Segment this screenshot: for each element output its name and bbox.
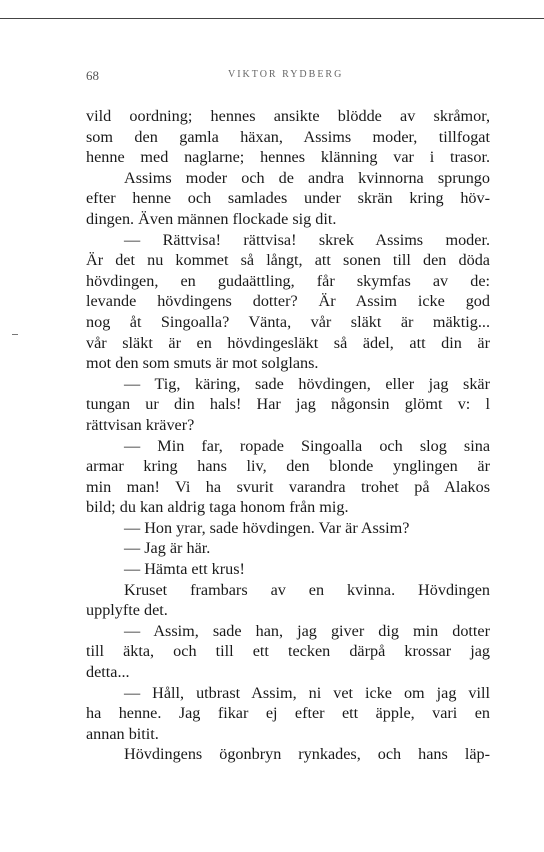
- text-line: annan bitit.: [86, 724, 159, 743]
- text-line: Hövdingens ögonbryn rynkades, och hans läp-: [124, 745, 490, 764]
- text-line: Assims moder och de andra kvinnorna sprungo: [124, 168, 490, 187]
- text-line: min man! Vi ha svurit varandra trohet på Alakos: [86, 477, 490, 496]
- text-line: — Tig, käring, sade hövdingen, eller jag skär: [124, 374, 490, 393]
- text-line: detta...: [86, 663, 130, 682]
- text-line: Är det nu kommet så långt, att sonen till den döda: [86, 251, 490, 270]
- text-line: armar kring hans liv, den blonde ynglingen är: [86, 457, 490, 476]
- text-line: Kruset frambars av en kvinna. Hövdingen: [124, 580, 490, 599]
- text-line: — Hon yrar, sade hövdingen. Var är Assim?: [124, 518, 410, 537]
- text-line: — Jag är här.: [124, 539, 211, 558]
- text-line: levande hövdingens dotter? Är Assim icke god: [86, 292, 490, 311]
- text-line: dingen. Även männen flockade sig dit.: [86, 209, 337, 228]
- text-line: tungan ur din hals! Har jag någonsin glömt v: l: [86, 395, 490, 414]
- text-line: nog åt Singoalla? Vänta, vår släkt är mäktig...: [86, 312, 490, 331]
- page-number: 68: [86, 68, 99, 83]
- page-header: [86, 68, 490, 88]
- text-line: rättvisan kräver?: [86, 415, 195, 434]
- text-line: — Assim, sade han, jag giver dig min dotter: [124, 621, 490, 640]
- text-line: — Rättvisa! rättvisa! skrek Assims moder.: [124, 230, 490, 249]
- text-line: mot den som smuts är mot solglans.: [86, 354, 319, 373]
- text-line: ha henne. Jag fikar ej efter ett äpple, vari en: [86, 704, 490, 723]
- text-line: som den gamla häxan, Assims moder, tillfogat: [86, 127, 490, 146]
- text-line: — Min far, ropade Singoalla och slog sina: [124, 436, 490, 455]
- body-text: [86, 106, 490, 765]
- text-line: vild oordning; hennes ansikte blödde av skråmor,: [86, 107, 490, 125]
- text-line: efter henne och samlades under skrän kring höv-: [86, 189, 490, 208]
- text-line: upplyfte det.: [86, 601, 168, 620]
- margin-mark: [12, 334, 18, 335]
- text-line: — Håll, utbrast Assim, ni vet icke om jag vill: [124, 683, 490, 702]
- text-line: till äkta, och till ett tecken därpå krossar jag: [86, 642, 490, 661]
- top-rule: [0, 18, 544, 19]
- text-line: henne med naglarne; hennes klänning var i trasor.: [86, 148, 490, 167]
- text-line: — Hämta ett krus!: [124, 560, 245, 579]
- text-line: hövdingen, en gudaättling, får skymfas av de:: [86, 271, 490, 290]
- text-line: vår släkt är en hövdingesläkt så ädel, att din är: [86, 333, 490, 352]
- running-head: VIKTOR RYDBERG: [228, 69, 344, 80]
- text-line: bild; du kan aldrig taga honom från mig.: [86, 498, 349, 517]
